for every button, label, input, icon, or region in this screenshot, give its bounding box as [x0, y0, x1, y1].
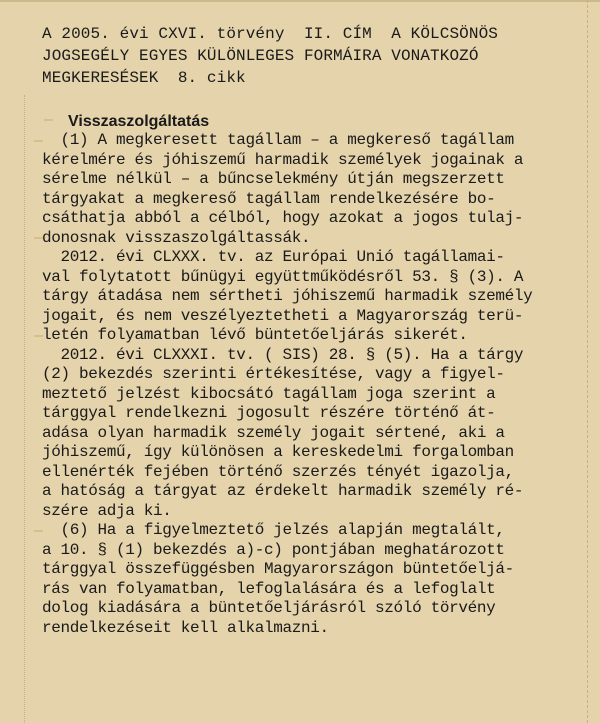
- body-line: sérelme nélkül – a bűncselekmény útján megszerzett: [42, 170, 505, 188]
- body-line: tárgyakat a megkereső tagállam rendelkezésére bo-: [42, 189, 496, 208]
- body-line: meztető jelzést kibocsátó tagállam joga szerint a: [42, 384, 496, 403]
- body-line: (1) A megkeresett tagállam – a megkereső tagállam: [42, 131, 514, 149]
- body-line: (2) bekezdés szerinti értékesítése, vagy a figyel-: [42, 365, 505, 383]
- body-line: tárggyal összefüggésben Magyarországon büntetőeljá-: [42, 560, 514, 578]
- body-line: donosnak visszaszolgáltassák.: [42, 228, 311, 247]
- heading-line: JOGSEGÉLY EGYES KÜLÖNLEGES FORMÁIRA VONATKOZÓ: [42, 47, 479, 65]
- document-heading: [42, 23, 582, 89]
- body-line: tárgy átadása nem sértheti jóhiszemű harmadik személy: [42, 287, 533, 305]
- right-margin-line: [587, 0, 588, 723]
- body-line: rendelkezéseit kell alkalmazni.: [42, 618, 329, 637]
- margin-marker: [44, 119, 53, 121]
- body-line: kérelmére és jóhiszemű harmadik személyek jogainak a: [42, 150, 524, 169]
- document-body: [42, 131, 582, 638]
- body-line: dolog kiadására a büntetőeljárásról szóló törvény: [42, 599, 496, 617]
- body-line: szére adja ki.: [42, 501, 172, 520]
- body-line: tárggyal rendelkezni jogosult részére történő át-: [42, 404, 496, 422]
- body-line: csáthatja abból a célból, hogy azokat a jogos tulaj-: [42, 209, 524, 227]
- body-line: 2012. évi CLXXXI. tv. ( SIS) 28. § (5). Ha a tárgy: [42, 345, 524, 364]
- body-line: a 10. § (1) bekezdés a)-c) pontjában meghatározott: [42, 540, 505, 559]
- body-line: adása olyan harmadik személy jogait sértené, aki a: [42, 423, 505, 442]
- body-line: ellenérték fejében történő szerzés tényét igazolja,: [42, 462, 514, 481]
- body-line: 2012. évi CLXXX. tv. az Európai Unió tagállamai-: [42, 248, 505, 266]
- body-line: (6) Ha a figyelmeztető jelzés alapján megtalált,: [42, 521, 505, 539]
- body-line: jóhiszemű, így különösen a kereskedelmi forgalomban: [42, 443, 514, 461]
- left-margin-line: [24, 95, 25, 723]
- heading-line: MEGKERESÉSEK 8. cikk: [42, 69, 246, 87]
- body-line: jogait, és nem veszélyeztetheti a Magyarország terü-: [42, 306, 524, 325]
- body-line: letén folyamatban lévő büntetőeljárás sikerét.: [42, 326, 468, 344]
- heading-line: A 2005. évi CXVI. törvény II. CÍM A KÖLCSÖNÖS: [42, 25, 498, 43]
- body-line: rás van folyamatban, lefoglalására és a lefoglalt: [42, 579, 496, 598]
- body-line: val folytatott bűnügyi együttműködésről 53. § (3). A: [42, 267, 524, 286]
- top-rule: [0, 0, 600, 2]
- section-title: Visszaszolgáltatás: [68, 113, 210, 130]
- body-line: a hatóság a tárgyat az érdekelt harmadik személy ré-: [42, 482, 524, 500]
